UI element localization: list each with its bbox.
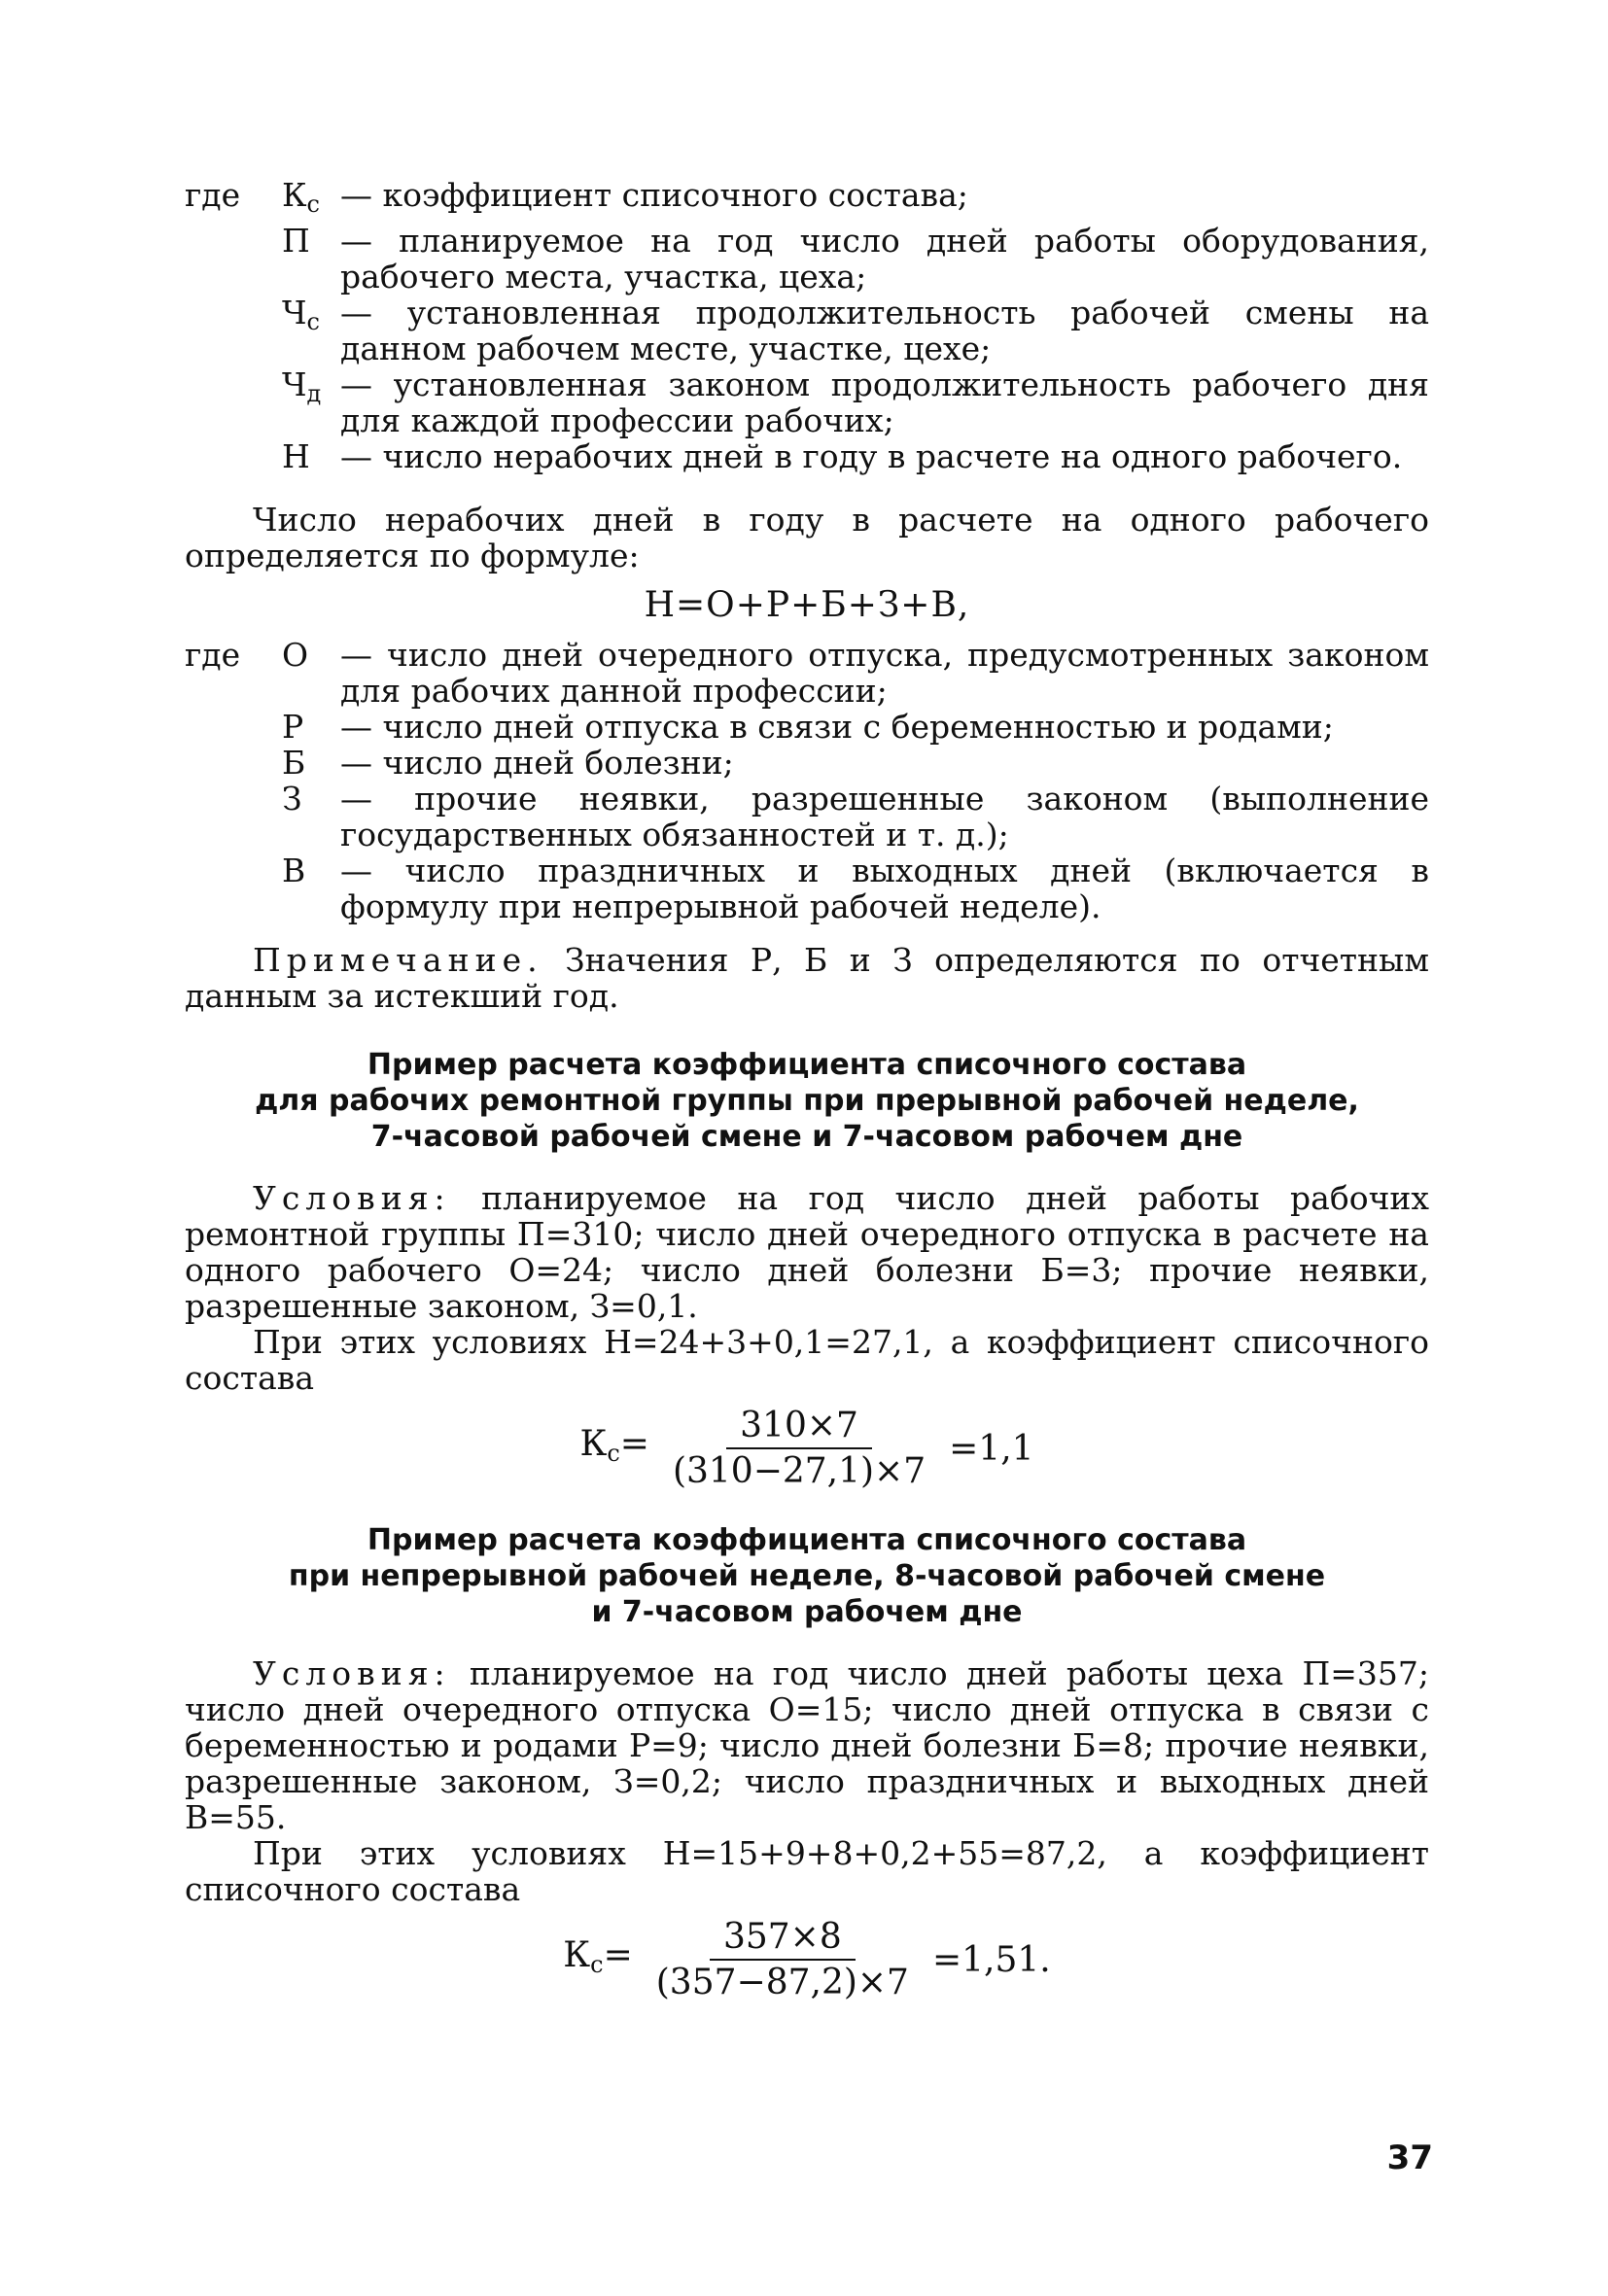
paragraph-nonwork-days: Число нерабочих дней в году в расчете на одного рабочего определяется по формуле: — [185, 501, 1429, 574]
formula-result: =1,51. — [931, 1939, 1051, 1980]
example1-title-line3: 7-часовой рабочей смене и 7-часовом рабочем дне — [370, 1120, 1243, 1154]
definitions-list-coefficient — [185, 177, 1429, 484]
def-text: — число дней болезни; — [340, 744, 734, 782]
conditions-text: планируемое на год число дней работы рабочих ремонтной группы П=310; число дней очередного отпуска в расчете на одного рабочего О=24; число дней болезни Б=3; прочие неявки, разрешенные законом, З=0,1. — [185, 1179, 1429, 1325]
def-symbol: $К_с$ — [282, 176, 320, 218]
def-text: — число праздничных и выходных дней (включается в формулу при непрерывной рабочей неделе). — [340, 852, 1429, 925]
def-symbol: Б — [282, 744, 306, 782]
page-number: 37 — [1386, 2139, 1433, 2177]
example2-title-line1: Пример расчета коэффициента списочного состава — [367, 1523, 1247, 1557]
def-lead — [185, 852, 282, 924]
example2-title-line2: при непрерывной рабочей неделе, 8-часовой рабочей смене — [288, 1559, 1326, 1593]
example2-conditions — [185, 1655, 1429, 1835]
def-text: — число дней отпуска в связи с беременностью и родами; — [340, 708, 1334, 746]
def-symbol: $Ч_с$ — [282, 294, 320, 335]
def-lead — [185, 781, 282, 852]
def-text: — установленная продолжительность рабочей смены на данном рабочем месте, участке, цехе; — [340, 294, 1429, 367]
def-symbol: Н — [282, 437, 310, 475]
def-symbol: П — [282, 222, 310, 260]
fraction-denominator: (357−87,2)×7 — [655, 1963, 909, 2002]
example2-formula — [185, 1919, 1429, 2000]
formula-lhs: $К_с=$ — [563, 1934, 633, 1978]
example1-formula — [185, 1408, 1429, 1489]
example2-heading — [185, 1522, 1429, 1630]
fraction-numerator: 310×7 — [726, 1408, 872, 1449]
def-text: — установленная законом продолжительность рабочего дня для каждой профессии рабочих; — [340, 365, 1429, 439]
def-text: — планируемое на год число дней работы оборудования, рабочего места, участка, цеха; — [340, 222, 1429, 296]
def-text: — число дней очередного отпуска, предусмотренных законом для рабочих данной профессии; — [340, 636, 1429, 710]
fraction — [659, 1408, 939, 1489]
example1-title-line1: Пример расчета коэффициента списочного состава — [367, 1048, 1247, 1082]
note-label: Примечание. — [253, 941, 543, 979]
formula-result: =1,1 — [949, 1428, 1034, 1469]
def-lead — [185, 745, 282, 781]
def-text: — коэффициент списочного состава; — [340, 176, 968, 214]
example2-title-line3: и 7-часовом рабочем дне — [591, 1595, 1023, 1629]
example1-heading — [185, 1047, 1429, 1155]
fraction — [643, 1919, 923, 2000]
def-lead — [185, 295, 282, 366]
formula-lhs: $К_с=$ — [579, 1423, 649, 1467]
fraction-numerator: 357×8 — [710, 1919, 856, 1961]
conditions-text: планируемое на год число дней работы цеха П=357; число дней очередного отпуска О=15; число дней отпуска в связи с беременностью и родами Р=9; число дней болезни Б=8; прочие неявки, разрешенные законом, З=0,2; число праздничных и выходных дней В=55. — [185, 1654, 1429, 1836]
def-text: — прочие неявки, разрешенные законом (выполнение государственных обязанностей и т. д.); — [340, 780, 1429, 853]
def-symbol: Р — [282, 708, 304, 746]
def-lead — [185, 438, 282, 484]
def-lead: где — [185, 636, 241, 674]
def-symbol: З — [282, 780, 302, 818]
def-lead: где — [185, 176, 241, 214]
note-paragraph — [185, 942, 1429, 1014]
fraction-denominator: (310−27,1)×7 — [672, 1451, 926, 1491]
example1-result-text: При этих условиях Н=24+3+0,1=27,1, а коэффициент списочного состава — [185, 1323, 1429, 1397]
def-lead — [185, 366, 282, 438]
def-symbol: В — [282, 852, 306, 889]
example2-result-text: При этих условиях Н=15+9+8+0,2+55=87,2, а коэффициент списочного состава — [185, 1834, 1429, 1908]
page-body — [185, 177, 1429, 2020]
conditions-label: Условия: — [253, 1654, 451, 1692]
example1-conditions — [185, 1180, 1429, 1324]
note-text: Значения Р, Б и З определяются по отчетным данным за истекший год. — [185, 941, 1429, 1015]
def-symbol: $Ч_д$ — [282, 365, 322, 407]
def-text: — число нерабочих дней в году в расчете на одного рабочего. — [340, 437, 1403, 475]
example1-title-line2: для рабочих ремонтной группы при прерывной рабочей неделе, — [255, 1084, 1359, 1118]
def-lead — [185, 709, 282, 745]
def-lead — [185, 223, 282, 295]
def-symbol: О — [282, 636, 309, 674]
conditions-label: Условия: — [253, 1179, 451, 1217]
formula-nonwork-days: Н=О+Р+Б+З+В, — [644, 585, 970, 625]
definitions-list-nonwork — [185, 637, 1429, 924]
